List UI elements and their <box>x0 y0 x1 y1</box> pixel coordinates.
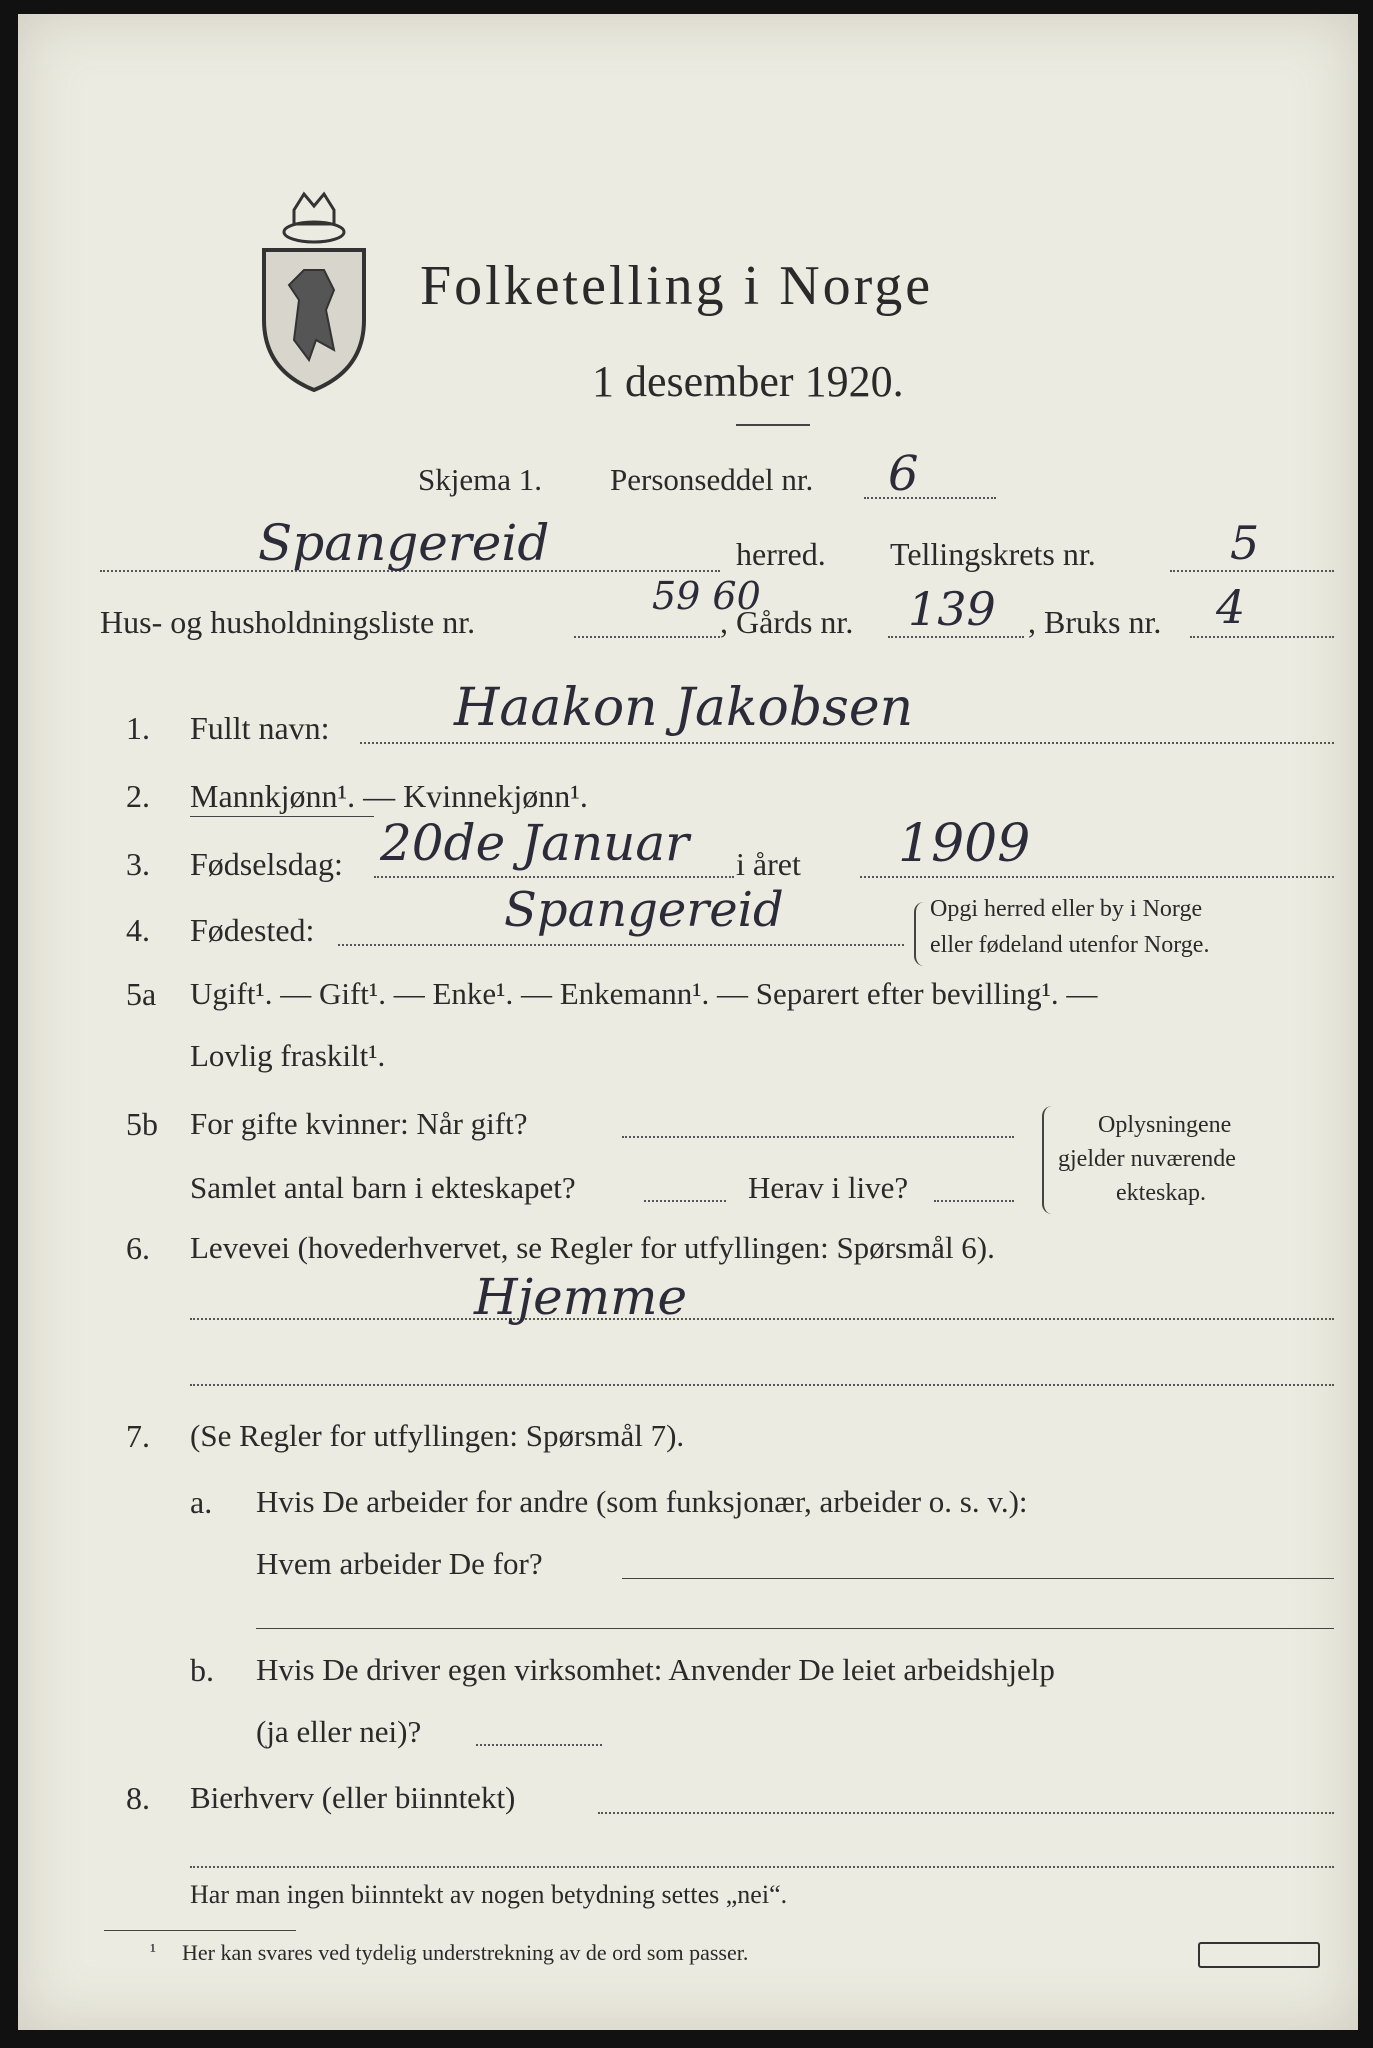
q3-value: 20de Januar <box>380 814 690 872</box>
q3-number: 3. <box>126 846 150 882</box>
footnote-rule <box>104 1930 296 1931</box>
q5b-children-label: Samlet antal barn i ekteskapet? <box>190 1170 576 1205</box>
q1-line <box>360 742 1334 744</box>
q6-line1 <box>190 1318 1334 1320</box>
q1-value: Haakon Jakobsen <box>454 678 914 738</box>
q5b-married-line <box>622 1136 1014 1138</box>
q5b-note-brace <box>1042 1106 1056 1214</box>
q3-year-label: i året <box>736 846 801 882</box>
q8-number: 8. <box>126 1780 150 1816</box>
personseddel-label: Personseddel nr. <box>610 462 814 497</box>
q7b-janei-label: (ja eller nei)? <box>256 1714 422 1749</box>
q4-number: 4. <box>126 912 150 948</box>
bruks-label: , Bruks nr. <box>1028 604 1162 640</box>
title-divider <box>736 424 810 426</box>
q2-underline-mannkjonn <box>190 816 374 817</box>
tellingskrets-label: Tellingskrets nr. <box>890 536 1096 572</box>
husholdningsliste-value: 59 60 <box>652 574 761 618</box>
printer-stamp <box>1198 1942 1320 1968</box>
q3-line <box>374 876 734 878</box>
norway-coat-of-arms-icon <box>254 190 374 400</box>
bruks-line <box>1190 636 1334 638</box>
q3-year-value: 1909 <box>898 814 1031 874</box>
q1-label: Fullt navn: <box>190 710 330 746</box>
personseddel-line <box>864 497 996 499</box>
tellingskrets-value: 5 <box>1230 516 1260 570</box>
q5b-note-line2: gjelder nuværende <box>1058 1146 1236 1172</box>
gards-label: , Gårds nr. <box>720 604 854 640</box>
q6-line2 <box>190 1384 1334 1386</box>
q4-note-brace <box>914 902 926 966</box>
q7b-janei-line <box>476 1744 602 1746</box>
q7-number: 7. <box>126 1418 150 1454</box>
husholdningsliste-line <box>574 636 720 638</box>
footnote-text: Her kan svares ved tydelig understrekning av de ord som passer. <box>182 1940 749 1965</box>
tellingskrets-line <box>1170 570 1334 572</box>
schema-label: Skjema 1. <box>418 462 542 497</box>
census-date: 1 desember 1920. <box>592 357 904 406</box>
q3-year-line <box>860 876 1334 878</box>
q8-line1 <box>598 1812 1334 1814</box>
q7a-employer-line1 <box>622 1578 1334 1579</box>
q5a-number: 5a <box>126 976 157 1012</box>
bruks-value: 4 <box>1216 580 1246 634</box>
q7a-label: Hvis De arbeider for andre (som funksjonær, arbeider o. s. v.): <box>256 1484 1028 1519</box>
q5b-label: For gifte kvinner: Når gift? <box>190 1106 528 1141</box>
gards-line <box>888 636 1024 638</box>
q5b-alive-line <box>934 1200 1014 1202</box>
census-form-page <box>18 14 1358 2030</box>
q5b-note-line3: ekteskap. <box>1116 1180 1206 1206</box>
husholdningsliste-label: Hus- og husholdningsliste nr. <box>100 604 476 640</box>
gards-value: 139 <box>908 582 996 636</box>
q4-note-line1: Opgi herred eller by i Norge <box>930 896 1203 922</box>
q5b-alive-label: Herav i live? <box>748 1170 909 1205</box>
q4-line <box>338 944 904 946</box>
q5b-number: 5b <box>126 1106 158 1142</box>
form-title: Folketelling i Norge <box>420 255 934 317</box>
q6-label: Levevei (hovederhvervet, se Regler for utfyllingen: Spørsmål 6). <box>190 1230 995 1265</box>
q4-note-line2: eller fødeland utenfor Norge. <box>930 932 1210 958</box>
q8-label: Bierhverv (eller biinntekt) <box>190 1780 516 1815</box>
q4-value: Spangereid <box>504 882 784 938</box>
q4-label: Fødested: <box>190 912 315 948</box>
q5b-children-line <box>644 1200 726 1202</box>
q7b-number: b. <box>190 1652 214 1688</box>
q8-line2 <box>190 1866 1334 1868</box>
q6-number: 6. <box>126 1230 150 1266</box>
q5b-note-line1: Oplysningene <box>1098 1112 1232 1138</box>
herred-label: herred. <box>736 536 826 572</box>
q7a-number: a. <box>190 1484 213 1520</box>
q3-label: Fødselsdag: <box>190 846 343 882</box>
q5a-label: Ugift¹. — Gift¹. — Enke¹. — Enkemann¹. — Separert efter bevilling¹. — <box>190 976 1098 1011</box>
q6-value: Hjemme <box>474 1268 688 1326</box>
q2-label: Mannkjønn¹. — Kvinnekjønn¹. <box>190 778 588 814</box>
q7-label: (Se Regler for utfyllingen: Spørsmål 7). <box>190 1418 685 1453</box>
personseddel-value: 6 <box>888 446 919 502</box>
q7a-employer-label: Hvem arbeider De for? <box>256 1546 543 1581</box>
q7b-label: Hvis De driver egen virksomhet: Anvender De leiet arbeidshjelp <box>256 1652 1055 1687</box>
q5a-label-cont: Lovlig fraskilt¹. <box>190 1038 386 1073</box>
herred-value: Spangereid <box>258 514 550 572</box>
footnote-mark: ¹ <box>150 1940 156 1962</box>
q1-number: 1. <box>126 710 150 746</box>
q2-number: 2. <box>126 778 150 814</box>
q7a-employer-line2 <box>256 1628 1334 1629</box>
biinntekt-note: Har man ingen biinntekt av nogen betydning settes „nei“. <box>190 1880 788 1909</box>
